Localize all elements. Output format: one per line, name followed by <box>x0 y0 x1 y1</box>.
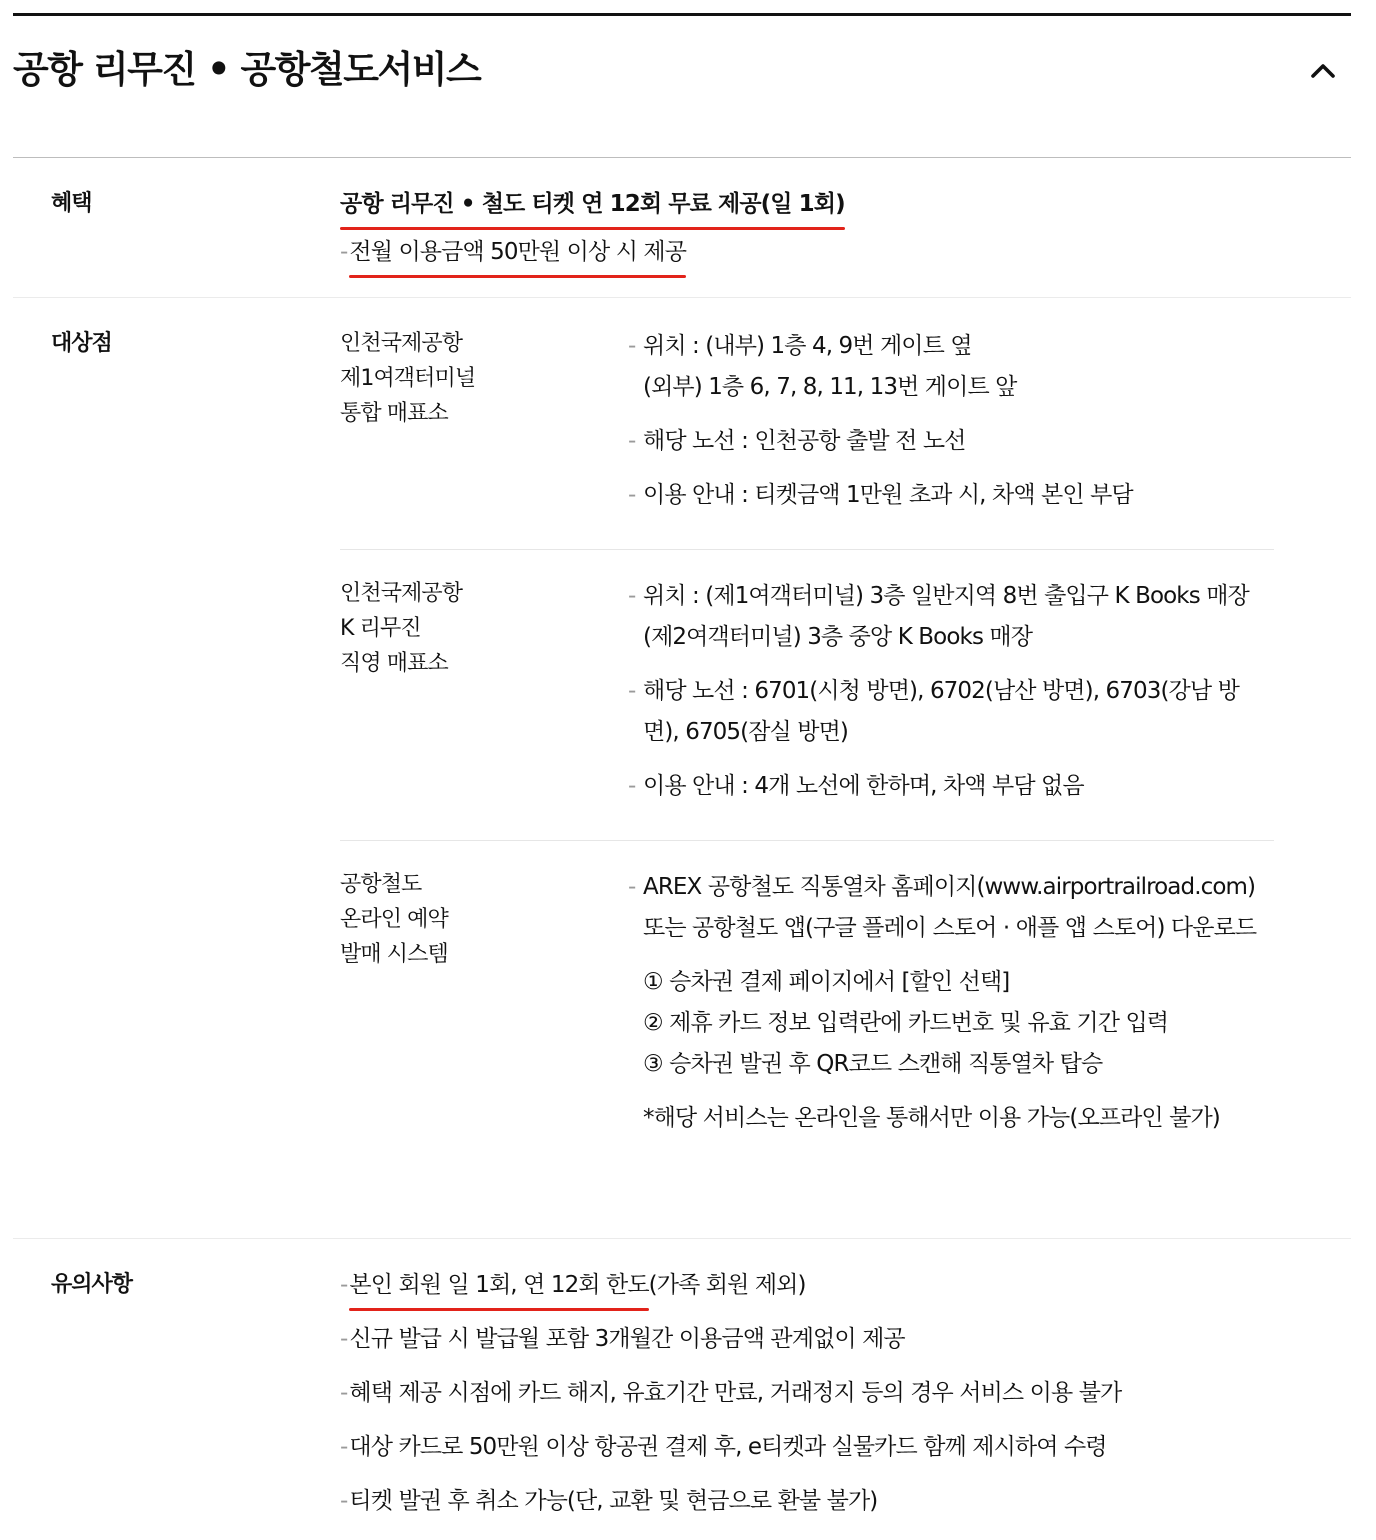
store-name-line: 인천국제공항 <box>340 331 463 356</box>
caution-text: 티켓 발권 후 취소 가능(단, 교환 및 현금으로 환불 불가) <box>349 1488 878 1514</box>
airport-service-panel <box>13 13 1351 1533</box>
store-block <box>340 841 1274 1159</box>
detail-item <box>628 421 1273 462</box>
store-name-line: 인천국제공항 <box>340 581 463 606</box>
dash-mark: - <box>340 1434 348 1460</box>
store-name-line: 직영 매표소 <box>340 651 448 676</box>
dash-mark: - <box>340 239 348 265</box>
store-block <box>340 550 1274 841</box>
store-name-line: K 리무진 <box>340 616 421 641</box>
benefit-main: 공항 리무진 • 철도 티켓 연 12회 무료 제공(일 1회) <box>340 182 845 226</box>
step-item: ① 승차권 결제 페이지에서 [할인 선택] <box>643 969 1010 995</box>
chevron-up-icon <box>1310 61 1336 79</box>
store-name <box>340 326 628 529</box>
step-item: ③ 승차권 발권 후 QR코드 스캔해 직통열차 탑승 <box>643 1051 1103 1077</box>
caution-text: 대상 카드로 50만원 이상 항공권 결제 후, e티켓과 실물카드 함께 제시하여 수령 <box>349 1434 1107 1460</box>
store-details <box>628 576 1273 820</box>
cautions-label: 유의사항 <box>51 1272 133 1297</box>
store-details <box>628 867 1273 1139</box>
dash-mark: - <box>340 1326 348 1352</box>
caution-item <box>340 1263 1351 1317</box>
cautions-section <box>13 1239 1351 1533</box>
store-block <box>340 326 1274 550</box>
detail-subtext: (제2여객터미널) 3층 중앙 K Books 매장 <box>643 624 1033 650</box>
detail-item <box>628 766 1273 807</box>
collapse-button[interactable] <box>1303 50 1343 90</box>
detail-text: 해당 노선 : 인천공항 출발 전 노선 <box>643 428 966 454</box>
detail-item <box>628 671 1273 753</box>
detail-subtext: (외부) 1층 6, 7, 8, 11, 13번 게이트 앞 <box>643 374 1017 400</box>
detail-item <box>628 326 1273 408</box>
store-name-line: 제1여객터미널 <box>340 366 476 391</box>
benefit-sub: 전월 이용금액 50만원 이상 시 제공 <box>349 230 686 274</box>
detail-text: AREX 공항철도 직통열차 홈페이지(www.airportrailroad.com) 또는 공항철도 앱(구글 플레이 스토어 · 애플 앱 스토어) 다운로드 <box>643 874 1257 941</box>
store-name <box>340 576 628 820</box>
dash-mark: - <box>628 773 636 799</box>
step-list <box>628 962 1273 1085</box>
detail-item <box>628 576 1273 658</box>
stores-section <box>13 298 1351 1239</box>
store-details <box>628 326 1273 529</box>
dash-mark: - <box>340 1380 348 1406</box>
store-name <box>340 867 628 1139</box>
detail-text: 이용 안내 : 4개 노선에 한하며, 차액 부담 없음 <box>643 773 1084 799</box>
dash-mark: - <box>340 1488 348 1514</box>
detail-text: 위치 : (내부) 1층 4, 9번 게이트 옆 <box>643 333 972 359</box>
store-name-line: 공항철도 <box>340 872 422 897</box>
dash-mark: - <box>340 1272 348 1298</box>
dash-mark: - <box>628 482 636 508</box>
caution-highlight: 본인 회원 일 1회, 연 12회 한도 <box>349 1263 648 1307</box>
store-name-line: 발매 시스템 <box>340 942 448 967</box>
detail-text: 위치 : (제1여객터미널) 3층 일반지역 8번 출입구 K Books 매장 <box>643 583 1249 609</box>
dash-mark: - <box>628 678 636 704</box>
detail-item <box>628 475 1273 516</box>
caution-text: 혜택 제공 시점에 카드 해지, 유효기간 만료, 거래정지 등의 경우 서비스 이용 불가 <box>349 1380 1122 1406</box>
caution-item <box>340 1479 1351 1533</box>
dash-mark: - <box>628 874 636 900</box>
stores-label: 대상점 <box>51 331 112 356</box>
dash-mark: - <box>628 428 636 454</box>
dash-mark: - <box>628 583 636 609</box>
detail-text: 해당 노선 : 6701(시청 방면), 6702(남산 방면), 6703(강남 방면), 6705(잠실 방면) <box>643 678 1239 745</box>
step-item: ② 제휴 카드 정보 입력란에 카드번호 및 유효 기간 입력 <box>643 1010 1169 1036</box>
caution-item <box>340 1317 1351 1371</box>
store-name-line: 온라인 예약 <box>340 907 448 932</box>
service-note: *해당 서비스는 온라인을 통해서만 이용 가능(오프라인 불가) <box>643 1105 1220 1131</box>
caution-text: 신규 발급 시 발급월 포함 3개월간 이용금액 관계없이 제공 <box>349 1326 905 1352</box>
detail-text: 이용 안내 : 티켓금액 1만원 초과 시, 차액 본인 부담 <box>643 482 1133 508</box>
panel-header[interactable] <box>13 16 1351 158</box>
caution-text: (가족 회원 제외) <box>648 1272 806 1298</box>
caution-item <box>340 1371 1351 1425</box>
caution-item <box>340 1425 1351 1479</box>
detail-item <box>628 867 1273 949</box>
store-name-line: 통합 매표소 <box>340 401 448 426</box>
benefit-label: 혜택 <box>51 191 92 216</box>
panel-title: 공항 리무진 • 공항철도서비스 <box>13 48 481 91</box>
dash-mark: - <box>628 333 636 359</box>
benefit-section <box>13 158 1351 298</box>
